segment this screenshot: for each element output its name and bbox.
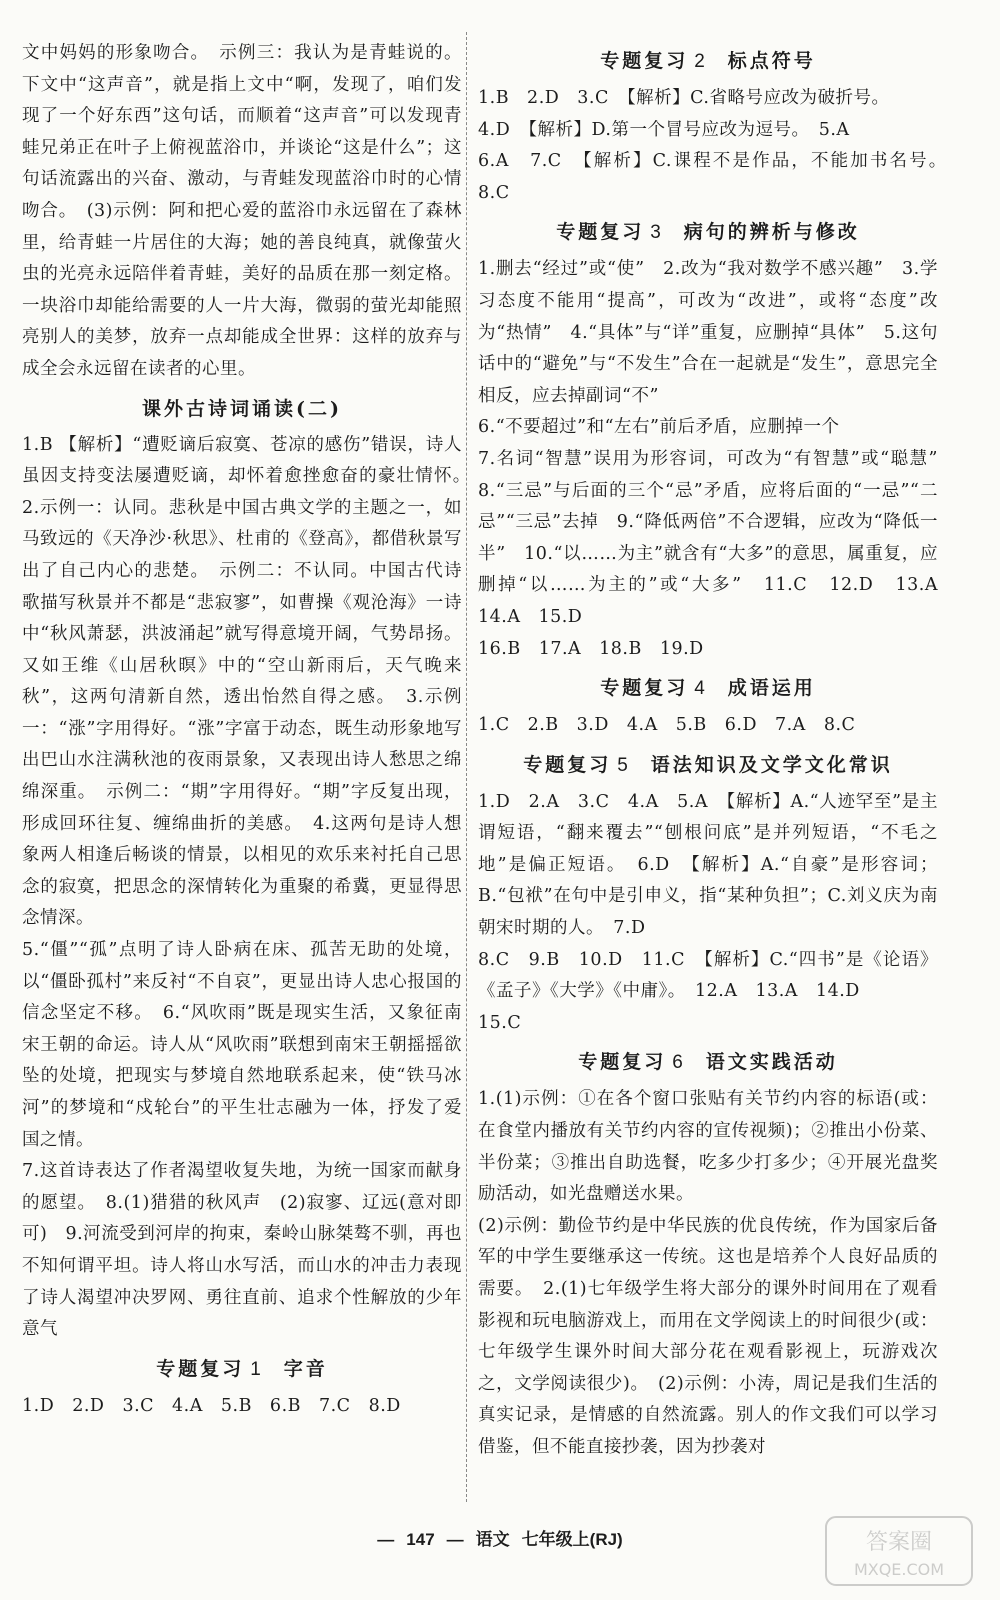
- paragraph: 1.(1)示例：①在各个窗口张贴有关节约内容的标语(或：在食堂内播放有关节约内容的宣传视频)；②推出小份菜、半份菜；③推出自助选餐，吃多少打多少；④开展光盘奖励活动，如光盘赠送水果。: [478, 1089, 938, 1205]
- page-number: 147: [406, 1530, 435, 1549]
- right-column: [478, 38, 956, 1464]
- answer-line: 16.B 17.A 18.B 19.D: [478, 638, 704, 659]
- paragraph: 1.B 【解析】“遭贬谪后寂寞、苍凉的感伤”错误，诗人虽因支持变法屡遭贬谪，却怀着愈挫愈奋的豪壮情怀。 2.示例一：认同。悲秋是中国古典文学的主题之一，如马致远的《天净沙·秋思》、杜甫的《登高》，都借秋景写出了自己内心的悲楚。 示例二：不认同。中国古代诗歌描写秋景并不都是“悲寂寥”，如曹操《观沧海》一诗中“秋风萧瑟，洪波涌起”就写得意境开阔，气势昂扬。又如王维《山居秋暝》中的“空山新雨后，天气晚来秋”，这两句清新自然，透出怡然自得之感。 3.示例一：“涨”字用得好。“涨”字富于动态，既生动形象地写出巴山水注满秋池的夜雨景象，又表现出诗人愁思之绵绵深重。 示例二：“期”字用得好。“期”字反复出现，形成回环往复、缠绵曲折的美感。 4.这两句是诗人想象两人相逢后畅谈的情景，以相见的欢乐来衬托自己思念的寂寞，把思念的深情转化为重聚的希冀，更显得思念情深。: [22, 434, 480, 929]
- section-title-6: 专题复习 6 语文实践活动: [578, 1051, 838, 1074]
- answer-line: 1.C 2.B 3.D 4.A 5.B 6.D 7.A 8.C: [478, 715, 856, 736]
- footer-subject: 语文: [475, 1530, 510, 1549]
- column-divider: [466, 32, 468, 1502]
- svg-text:MXQE.COM: MXQE.COM: [853, 1560, 945, 1579]
- section-title-4: 专题复习 4 成语运用: [600, 677, 816, 700]
- page-footer: — 147 — 语文 七年级上(RJ): [377, 1530, 623, 1549]
- section-title-3: 专题复习 3 病句的辨析与修改: [556, 221, 860, 244]
- paragraph: 7.这首诗表达了作者渴望收复失地，为统一国家而献身的愿望。 8.(1)猎猎的秋风声 (2)寂寥、辽远(意对即可) 9.河流受到河岸的拘束，秦岭山脉桀骜不驯，再也不知何谓平坦。诗人将山水写活，而山水的冲击力表现了诗人渴望冲决罗网、勇往直前、追求个性解放的少年意气: [22, 1161, 462, 1340]
- paragraph: 8.C 9.B 10.D 11.C 【解析】C.“四书”是《论语》《孟子》《大学》《中庸》。 12.A 13.A 14.D: [478, 949, 938, 1002]
- watermark-logo-icon: [824, 1515, 974, 1587]
- paragraph: 1.D 2.A 3.C 4.A 5.A 【解析】A.“人迹罕至”是主谓短语，“翻来覆去”“刨根问底”是并列短语，“不毛之地”是偏正短语。 6.D 【解析】A.“自豪”是形容词；B.“包袱”在句中是引申义，指“某种负担”；C.刘义庆为南朝宋时期的人。 7.D: [478, 791, 938, 939]
- watermark-text: 答案圈: [865, 1530, 933, 1555]
- answer-line: 1.D 2.D 3.C 4.A 5.B 6.B 7.C 8.D: [22, 1395, 401, 1416]
- section-title-poetry: 课外古诗词诵读(二): [142, 397, 342, 420]
- answer-line: 15.C: [478, 1012, 522, 1033]
- paragraph: 5.“僵”“孤”点明了诗人卧病在床、孤苦无助的处境，以“僵卧孤村”来反衬“不自哀”，更显出诗人忠心报国的信念坚定不移。 6.“风吹雨”既是现实生活，又象征南宋王朝的命运。诗人从“风吹雨”联想到南宋王朝摇摇欲坠的处境，把现实与梦境自然地联系起来，使“铁马冰河”的梦境和“戍轮台”的平生壮志融为一体，抒发了爱国之情。: [22, 940, 462, 1150]
- paragraph: 1.删去“经过”或“使” 2.改为“我对数学不感兴趣” 3.学习态度不能用“提高”，可改为“改进”，或将“态度”改为“热情” 4.“具体”与“详”重复，应删掉“具体” 5.这句话中的“避免”与“不发生”合在一起就是“发生”，意思完全相反，应去掉副词“不”: [478, 259, 938, 406]
- section-title-5: 专题复习 5 语法知识及文学文化常识: [523, 753, 893, 776]
- footer-grade: 七年级上(RJ): [521, 1530, 623, 1549]
- paragraph: 文中妈妈的形象吻合。 示例三：我认为是青蛙说的。下文中“这声音”，就是指上文中“啊，发现了，咱们发现了一个好东西”这句话，而顺着“这声音”可以发现青蛙兄弟正在叶子上俯视蓝浴巾，并谈论“这是什么”；这句话流露出的兴奋、激动，与青蛙发现蓝浴巾时的心情吻合。 (3)示例：阿和把心爱的蓝浴巾永远留在了森林里，给青蛙一片居住的大海；她的善良纯真，就像萤火虫的光亮永远陪伴着青蛙，美好的品质在那一刻定格。一块浴巾却能给需要的人一片大海，微弱的萤光却能照亮别人的美梦，放弃一点却能成全世界：这样的放弃与成全会永远留在读者的心里。: [22, 43, 462, 379]
- paragraph: 7.名词“智慧”误用为形容词，可改为“有智慧”或“聪慧” 8.“三忌”与后面的三个“忌”矛盾，应将后面的“一忌”“二忌”“三忌”去掉 9.“降低两倍”不合逻辑，应改为“降低一半” 10.“以……为主”就含有“大多”的意思，属重复，应删掉“以……为主的”或“大多” 11.C 12.D 13.A 14.A 15.D: [478, 448, 956, 627]
- answer-line: 6.A 7.C 【解析】C.课程不是作品，不能加书名号。 8.C: [478, 151, 956, 203]
- left-column: [22, 38, 480, 1422]
- section-title-1: 专题复习 1 字音: [156, 1357, 328, 1380]
- paragraph: 6.“不要超过”和“左右”前后矛盾，应删掉一个: [478, 417, 840, 438]
- answer-line: 1.B 2.D 3.C 【解析】C.省略号应改为破折号。: [478, 88, 890, 108]
- paragraph: (2)示例：勤俭节约是中华民族的优良传统，作为国家后备军的中学生要继承这一传统。这也是培养个人良好品质的需要。 2.(1)七年级学生将大部分的课外时间用在了观看影视和玩电脑游戏上，而用在文学阅读上的时间很少(或：七年级学生课外时间大部分花在观看影视上，玩游戏次之，文学阅读很少)。 (2)示例：小涛，周记是我们生活的真实记录，是情感的自然流露。别人的作文我们可以学习借鉴，但不能直接抄袭，因为抄袭对: [478, 1215, 938, 1457]
- answer-line: 4.D 【解析】D.第一个冒号应改为逗号。 5.A: [478, 119, 850, 140]
- section-title-2: 专题复习 2 标点符号: [600, 50, 816, 72]
